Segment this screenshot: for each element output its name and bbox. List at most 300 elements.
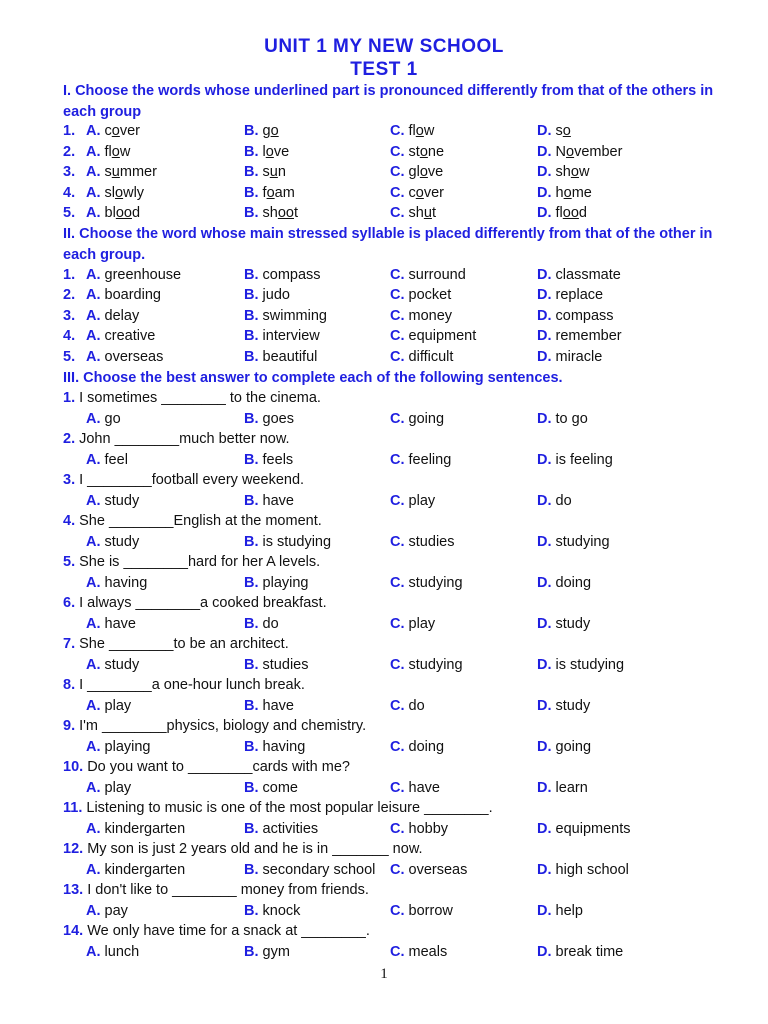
- underlined-part: u: [269, 164, 278, 180]
- underlined-part: o: [563, 184, 572, 201]
- word-prefix: fl: [408, 123, 416, 139]
- option-letter: A.: [86, 656, 101, 673]
- question-row: [0, 285, 768, 306]
- option-c: [390, 306, 452, 327]
- option-text: studies: [408, 533, 455, 550]
- question-number: 5.: [63, 205, 76, 221]
- question-sentence: My son is just 2 years old and he is in _______ now.: [83, 841, 423, 857]
- option-d: [537, 203, 587, 224]
- option-letter: D.: [537, 574, 552, 591]
- option-text: overseas: [408, 861, 468, 878]
- option-text: creative: [104, 328, 156, 344]
- underlined-part: o: [265, 143, 274, 160]
- option-a: [86, 285, 161, 306]
- question-text: [63, 880, 369, 901]
- option-text: doing: [555, 574, 592, 591]
- option-b: [244, 162, 286, 183]
- option-b: [244, 532, 331, 553]
- option-text: is studying: [262, 533, 332, 550]
- option-letter: A.: [86, 287, 101, 303]
- question-row: [0, 183, 768, 204]
- option-letter: B.: [244, 697, 259, 714]
- question-row: [0, 306, 768, 327]
- option-letter: B.: [244, 266, 259, 283]
- underlined-part: o: [419, 143, 428, 160]
- word-suffix: ve: [273, 143, 290, 160]
- answer-row: [0, 901, 768, 922]
- option-text: remember: [555, 328, 622, 344]
- option-letter: D.: [537, 143, 552, 160]
- option-letter: A.: [86, 574, 101, 591]
- question-number: 10.: [63, 759, 84, 775]
- option-text: learn: [555, 779, 588, 796]
- question-number: 1.: [63, 266, 76, 283]
- word-suffix: t: [431, 205, 436, 221]
- option-b: [244, 614, 279, 635]
- option-letter: C.: [390, 861, 405, 878]
- option-letter: D.: [537, 123, 552, 139]
- option-d: [537, 655, 624, 676]
- option-text: having: [104, 574, 148, 591]
- option-text: going: [408, 410, 445, 427]
- word-prefix: sh: [262, 205, 278, 221]
- option-letter: D.: [537, 307, 552, 324]
- option-a: [86, 901, 128, 922]
- option-letter: B.: [244, 205, 259, 221]
- option-a: [86, 819, 185, 840]
- option-letter: C.: [390, 184, 405, 201]
- option-letter: D.: [537, 902, 552, 919]
- option-b: [244, 450, 293, 471]
- word-prefix: s: [262, 164, 270, 180]
- option-text: lunch: [104, 943, 140, 960]
- option-text: classmate: [555, 266, 621, 283]
- question-sentence: She is ________hard for her A levels.: [75, 554, 321, 570]
- question-sentence: We only have time for a snack at ________.: [83, 923, 370, 939]
- option-letter: A.: [86, 492, 101, 509]
- option-letter: B.: [244, 779, 259, 796]
- option-text: do: [262, 615, 279, 632]
- option-d: [537, 285, 603, 306]
- option-b: [244, 142, 289, 163]
- word-suffix: ver: [119, 123, 141, 139]
- word-suffix: w: [423, 123, 435, 139]
- word-prefix: fl: [555, 205, 563, 221]
- option-letter: D.: [537, 328, 552, 344]
- option-letter: C.: [390, 697, 405, 714]
- question-number: 5.: [63, 554, 76, 570]
- option-letter: B.: [244, 820, 259, 837]
- underlined-part: u: [111, 164, 120, 180]
- option-letter: B.: [244, 410, 259, 427]
- option-letter: B.: [244, 451, 259, 468]
- option-d: [537, 306, 614, 327]
- option-letter: A.: [86, 533, 101, 550]
- question-row: [0, 265, 768, 286]
- underlined-part: o: [115, 184, 124, 201]
- option-b: [244, 901, 300, 922]
- option-text: activities: [262, 820, 319, 837]
- question-number: 6.: [63, 595, 76, 611]
- option-c: [390, 450, 451, 471]
- option-letter: A.: [86, 205, 101, 221]
- option-text: play: [104, 779, 132, 796]
- option-text: study: [104, 533, 140, 550]
- option-letter: D.: [537, 348, 552, 365]
- option-text: play: [408, 492, 436, 509]
- option-letter: A.: [86, 451, 101, 468]
- option-letter: B.: [244, 615, 259, 632]
- option-letter: C.: [390, 348, 405, 365]
- option-text: having: [262, 738, 306, 755]
- section2-heading: II. Choose the word whose main stressed syllable is placed differently from that of the other in each group.: [63, 226, 713, 263]
- word-prefix: st: [408, 143, 420, 160]
- option-c: [390, 183, 444, 204]
- option-b: [244, 573, 308, 594]
- option-letter: C.: [390, 205, 405, 221]
- option-c: [390, 203, 436, 224]
- option-letter: B.: [244, 123, 259, 139]
- option-text: kindergarten: [104, 820, 186, 837]
- word-prefix: f: [262, 184, 267, 201]
- option-letter: D.: [537, 533, 552, 550]
- option-c: [390, 347, 453, 368]
- option-d: [537, 860, 629, 881]
- word-prefix: c: [408, 184, 416, 201]
- option-d: [537, 183, 592, 204]
- word-suffix: ne: [427, 143, 445, 160]
- option-letter: C.: [390, 943, 405, 960]
- option-a: [86, 347, 163, 368]
- answer-row: [0, 573, 768, 594]
- question-number: 3.: [63, 307, 76, 324]
- option-a: [86, 491, 139, 512]
- word-suffix: w: [578, 164, 590, 180]
- option-text: do: [408, 697, 425, 714]
- option-text: study: [104, 492, 140, 509]
- option-c: [390, 614, 435, 635]
- option-text: break time: [555, 943, 624, 960]
- option-letter: D.: [537, 738, 552, 755]
- word-prefix: gl: [408, 164, 420, 180]
- option-letter: D.: [537, 779, 552, 796]
- section3-heading: III. Choose the best answer to complete each of the following sentences.: [63, 370, 563, 386]
- word-prefix: fl: [104, 143, 112, 160]
- option-c: [390, 142, 444, 163]
- answer-row: [0, 860, 768, 881]
- option-letter: D.: [537, 287, 552, 303]
- option-a: [86, 183, 144, 204]
- option-letter: B.: [244, 533, 259, 550]
- word-prefix: s: [104, 164, 112, 180]
- option-text: knock: [262, 902, 301, 919]
- word-prefix: l: [262, 143, 266, 160]
- option-b: [244, 860, 375, 881]
- option-letter: C.: [390, 307, 405, 324]
- underlined-part: o: [111, 123, 120, 139]
- option-letter: A.: [86, 184, 101, 201]
- option-letter: A.: [86, 861, 101, 878]
- option-text: replace: [555, 287, 604, 303]
- option-text: study: [104, 656, 140, 673]
- option-b: [244, 491, 294, 512]
- option-letter: A.: [86, 902, 101, 919]
- option-letter: B.: [244, 328, 259, 344]
- underlined-part: o: [415, 123, 424, 139]
- option-d: [537, 573, 591, 594]
- unit-title: UNIT 1 MY NEW SCHOOL: [264, 36, 504, 57]
- option-text: is studying: [555, 656, 625, 673]
- answer-row: [0, 655, 768, 676]
- question-number: 7.: [63, 636, 76, 652]
- word-suffix: w: [119, 143, 131, 160]
- option-letter: D.: [537, 451, 552, 468]
- answer-row: [0, 409, 768, 430]
- option-text: come: [262, 779, 298, 796]
- option-a: [86, 326, 155, 347]
- option-letter: C.: [390, 266, 405, 283]
- question-sentence: John ________much better now.: [75, 431, 290, 447]
- option-letter: D.: [537, 164, 552, 180]
- option-d: [537, 409, 588, 430]
- question-number: 3.: [63, 472, 76, 488]
- option-letter: B.: [244, 287, 259, 303]
- option-letter: B.: [244, 656, 259, 673]
- answer-row: [0, 696, 768, 717]
- option-letter: D.: [537, 184, 552, 201]
- question-text: [63, 552, 320, 573]
- option-letter: B.: [244, 574, 259, 591]
- option-letter: B.: [244, 902, 259, 919]
- question-text: [63, 675, 305, 696]
- option-text: do: [555, 492, 572, 509]
- answer-row: [0, 737, 768, 758]
- option-text: studying: [408, 574, 463, 591]
- option-text: studying: [408, 656, 463, 673]
- option-letter: B.: [244, 861, 259, 878]
- option-letter: A.: [86, 410, 101, 427]
- option-c: [390, 409, 444, 430]
- question-sentence: Do you want to ________cards with me?: [83, 759, 350, 775]
- question-sentence: I'm ________physics, biology and chemistry.: [75, 718, 367, 734]
- underlined-part: u: [423, 205, 432, 221]
- option-a: [86, 409, 121, 430]
- option-text: study: [555, 697, 591, 714]
- option-text: feel: [104, 451, 128, 468]
- option-b: [244, 819, 318, 840]
- question-text: [63, 634, 289, 655]
- option-text: borrow: [408, 902, 453, 919]
- option-a: [86, 265, 181, 286]
- option-letter: A.: [86, 779, 101, 796]
- question-sentence: I sometimes ________ to the cinema.: [75, 390, 321, 406]
- underlined-part: o: [566, 143, 575, 160]
- option-b: [244, 183, 295, 204]
- question-row: [0, 162, 768, 183]
- option-b: [244, 347, 317, 368]
- option-letter: C.: [390, 902, 405, 919]
- word-suffix: mmer: [119, 164, 157, 180]
- option-a: [86, 450, 128, 471]
- question-row: [0, 326, 768, 347]
- question-sentence: I ________a one-hour lunch break.: [75, 677, 305, 693]
- option-b: [244, 285, 290, 306]
- option-d: [537, 265, 621, 286]
- option-a: [86, 162, 157, 183]
- question-text: [63, 839, 423, 860]
- answer-row: [0, 491, 768, 512]
- option-letter: A.: [86, 143, 101, 160]
- question-number: 4.: [63, 513, 76, 529]
- option-b: [244, 737, 305, 758]
- option-text: play: [408, 615, 436, 632]
- question-text: [63, 757, 350, 778]
- underlined-part: o: [419, 164, 428, 180]
- option-letter: B.: [244, 164, 259, 180]
- question-number: 9.: [63, 718, 76, 734]
- option-letter: D.: [537, 205, 552, 221]
- question-sentence: Listening to music is one of the most popular leisure ________.: [82, 800, 493, 816]
- option-text: greenhouse: [104, 266, 182, 283]
- option-letter: C.: [390, 492, 405, 509]
- option-a: [86, 696, 131, 717]
- option-d: [537, 532, 610, 553]
- option-b: [244, 306, 327, 327]
- underlined-part: o: [415, 184, 424, 201]
- option-letter: C.: [390, 287, 405, 303]
- option-letter: A.: [86, 307, 101, 324]
- option-d: [537, 121, 571, 142]
- option-letter: C.: [390, 615, 405, 632]
- question-number: 4.: [63, 184, 76, 201]
- option-text: meals: [408, 943, 448, 960]
- word-suffix: ver: [423, 184, 445, 201]
- option-letter: A.: [86, 820, 101, 837]
- underlined-part: o: [266, 184, 275, 201]
- question-text: [63, 921, 370, 942]
- option-text: play: [104, 697, 132, 714]
- option-d: [537, 942, 623, 963]
- option-letter: D.: [537, 861, 552, 878]
- option-text: high school: [555, 861, 629, 878]
- option-text: boarding: [104, 287, 161, 303]
- option-a: [86, 737, 150, 758]
- option-d: [537, 737, 591, 758]
- option-c: [390, 696, 425, 717]
- option-text: difficult: [408, 348, 454, 365]
- underlined-part: o: [111, 143, 120, 160]
- option-letter: A.: [86, 348, 101, 365]
- option-c: [390, 942, 447, 963]
- underlined-part: oo: [115, 205, 132, 221]
- option-c: [390, 121, 434, 142]
- option-text: goes: [262, 410, 294, 427]
- option-c: [390, 162, 443, 183]
- option-d: [537, 450, 613, 471]
- question-text: [63, 716, 366, 737]
- option-letter: D.: [537, 697, 552, 714]
- option-text: equipment: [408, 328, 477, 344]
- underlined-part: o: [570, 164, 579, 180]
- option-text: secondary school: [262, 861, 376, 878]
- question-sentence: I don't like to ________ money from friends.: [83, 882, 369, 898]
- option-a: [86, 532, 139, 553]
- option-c: [390, 819, 448, 840]
- option-letter: B.: [244, 143, 259, 160]
- option-text: to go: [555, 410, 588, 427]
- option-text: help: [555, 902, 583, 919]
- option-letter: B.: [244, 738, 259, 755]
- option-text: pocket: [408, 287, 452, 303]
- question-sentence: She ________to be an architect.: [75, 636, 289, 652]
- option-letter: B.: [244, 348, 259, 365]
- option-d: [537, 142, 622, 163]
- underlined-part: o: [270, 123, 279, 139]
- word-suffix: d: [131, 205, 141, 221]
- option-letter: C.: [390, 779, 405, 796]
- answer-row: [0, 942, 768, 963]
- option-a: [86, 614, 136, 635]
- option-d: [537, 491, 572, 512]
- option-a: [86, 860, 185, 881]
- option-d: [537, 162, 589, 183]
- option-letter: B.: [244, 492, 259, 509]
- word-suffix: ve: [427, 164, 444, 180]
- option-b: [244, 655, 308, 676]
- option-text: judo: [262, 287, 290, 303]
- option-letter: C.: [390, 574, 405, 591]
- word-prefix: c: [104, 123, 112, 139]
- question-number: 5.: [63, 348, 76, 365]
- option-text: interview: [262, 328, 320, 344]
- option-text: playing: [104, 738, 151, 755]
- option-text: study: [555, 615, 591, 632]
- question-number: 4.: [63, 328, 76, 344]
- option-text: delay: [104, 307, 140, 324]
- question-number: 14.: [63, 923, 84, 939]
- option-b: [244, 121, 279, 142]
- underlined-part: o: [562, 123, 571, 139]
- option-a: [86, 121, 140, 142]
- option-text: kindergarten: [104, 861, 186, 878]
- option-text: is feeling: [555, 451, 613, 468]
- option-c: [390, 285, 451, 306]
- option-b: [244, 942, 290, 963]
- option-letter: C.: [390, 164, 405, 180]
- option-letter: C.: [390, 820, 405, 837]
- question-number: 1.: [63, 123, 76, 139]
- option-letter: D.: [537, 410, 552, 427]
- question-text: [63, 593, 327, 614]
- option-text: feeling: [408, 451, 452, 468]
- option-letter: C.: [390, 738, 405, 755]
- option-c: [390, 655, 463, 676]
- question-row: [0, 121, 768, 142]
- question-sentence: I ________football every weekend.: [75, 472, 305, 488]
- option-text: playing: [262, 574, 309, 591]
- word-prefix: sl: [104, 184, 116, 201]
- option-c: [390, 860, 467, 881]
- option-letter: A.: [86, 738, 101, 755]
- option-d: [537, 901, 583, 922]
- answer-row: [0, 819, 768, 840]
- question-number: 2.: [63, 143, 76, 160]
- question-number: 8.: [63, 677, 76, 693]
- option-letter: A.: [86, 164, 101, 180]
- option-letter: A.: [86, 615, 101, 632]
- option-letter: C.: [390, 123, 405, 139]
- question-number: 3.: [63, 164, 76, 180]
